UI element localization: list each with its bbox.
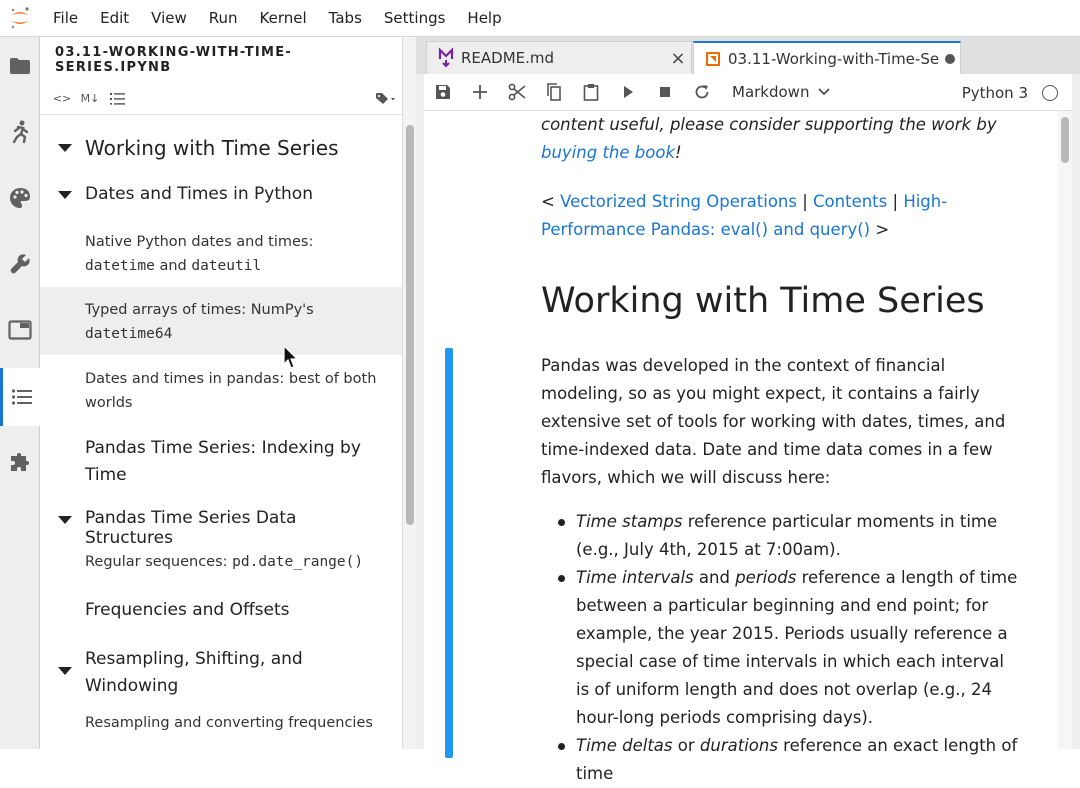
markdown-icon [439, 49, 453, 67]
save-icon [435, 84, 451, 100]
toc-item-label: Typed arrays of times: NumPy's [85, 302, 314, 318]
toc-item-code: datetime [85, 258, 155, 274]
run-button[interactable] [609, 74, 646, 111]
toc-item-label: Native Python dates and times: [85, 234, 314, 250]
main-area [416, 37, 1080, 783]
collapse-caret-icon[interactable] [58, 191, 72, 199]
interrupt-button[interactable] [646, 74, 683, 111]
intro-suffix: ! [675, 143, 682, 162]
folder-icon[interactable] [0, 37, 40, 95]
prev-notebook-link[interactable]: Vectorized String Operations [560, 192, 797, 211]
toc-item-label: Dates and Times in Python [85, 184, 313, 204]
scissors-icon [508, 83, 526, 101]
restart-button[interactable] [683, 74, 720, 111]
running-icon[interactable] [0, 103, 40, 161]
emphasis-text: periods [735, 568, 797, 587]
notebook-toolbar [424, 74, 1072, 111]
bullet-text: reference a length of time between a particular beginning and end point; for example, the year 2015. Periods usually reference a special case of time intervals in which each interval is of uniform length and does not overlap (e.g., 24 hour-long periods comprising days). [576, 568, 1018, 727]
chevron-down-icon [818, 88, 830, 96]
emphasis-text: Time intervals [576, 568, 694, 587]
tab-notebook[interactable] [693, 41, 961, 74]
toc-item-label: Resampling and converting frequencies [85, 715, 373, 731]
emphasis-text: Time deltas [576, 736, 673, 755]
toc-item-frequencies-offsets[interactable] [40, 591, 402, 637]
collapse-caret-icon[interactable] [58, 144, 72, 152]
contents-link[interactable]: Contents [813, 192, 888, 211]
collapse-caret-icon[interactable] [58, 516, 72, 524]
list-item [541, 732, 1021, 788]
notebook-panel [424, 111, 1072, 783]
play-icon [622, 85, 634, 99]
toc-item-label: and [154, 258, 192, 274]
toc-item-label: Pandas Time Series Data Structures [85, 508, 297, 548]
toc-scrollbar[interactable] [402, 37, 416, 749]
copy-icon [546, 83, 562, 101]
stop-icon [659, 86, 671, 98]
toc-item-dates-in-pandas[interactable] [40, 355, 402, 425]
toc-item-data-structures[interactable] [40, 499, 402, 548]
bullet-text: reference particular moments in time (e.g., July 4th, 2015 at 7:00am). [576, 512, 998, 559]
copy-button[interactable] [535, 74, 572, 111]
bullet-text: or [672, 736, 700, 755]
bullet-list [541, 508, 1021, 788]
toc-item-code: datetime64 [85, 326, 173, 342]
notebook-icon [706, 52, 720, 66]
toc-scroll-thumb[interactable] [406, 125, 414, 525]
toc-item-resampling-frequencies[interactable] [40, 711, 402, 751]
toc-item-code: dateutil [191, 258, 262, 274]
plus-icon [473, 85, 487, 99]
buying-the-book-link[interactable]: buying the book [541, 143, 675, 162]
toc-item-label: Frequencies and Offsets [85, 600, 290, 620]
toc-toolbar [40, 83, 402, 115]
menu-file[interactable]: File [53, 8, 79, 27]
clipboard-icon [583, 83, 599, 101]
emphasis-text: Time stamps [576, 512, 683, 531]
collapse-caret-icon[interactable] [58, 667, 72, 675]
active-cell-indicator[interactable] [445, 348, 453, 758]
tab-readme[interactable] [426, 41, 692, 74]
toc-item-working-with-time-series[interactable] [40, 123, 402, 171]
menu-help[interactable]: Help [467, 8, 502, 27]
mouse-cursor-icon [283, 345, 299, 371]
menu-tabs[interactable]: Tabs [328, 8, 362, 27]
tag-icon [375, 92, 397, 106]
wrench-icon[interactable] [0, 235, 40, 293]
nav-separator: | [887, 192, 904, 211]
toc-item-label: Regular sequences: [85, 554, 233, 570]
kernel-status-icon [1042, 85, 1058, 101]
notebook-scroll-thumb[interactable] [1061, 117, 1069, 163]
toc-item-native-python-dates[interactable] [40, 219, 402, 287]
tab-label: README.md [461, 49, 555, 67]
menu-run[interactable]: Run [208, 8, 238, 27]
extension-icon[interactable] [0, 434, 40, 492]
notebook-heading: Working with Time Series [541, 281, 985, 321]
menu-bar [0, 0, 1080, 37]
toc-list [40, 123, 402, 751]
bullet-text: and [693, 568, 736, 587]
toc-item-regular-sequences[interactable] [40, 545, 402, 591]
toc-item-typed-arrays[interactable] [40, 287, 402, 355]
toc-item-code: pd.date_range() [232, 554, 364, 570]
nav-next-arrow: > [870, 220, 890, 239]
bullet-text: reference an exact length of time [576, 736, 1018, 783]
palette-icon[interactable] [0, 169, 40, 227]
intro-text [541, 111, 1031, 167]
toc-icon[interactable] [0, 368, 41, 426]
toc-panel [40, 37, 402, 749]
toc-item-label: Pandas Time Series: Indexing by Time [85, 438, 361, 485]
refresh-icon [694, 84, 710, 100]
menu-edit[interactable]: Edit [100, 8, 130, 27]
intro-prefix: content useful, please consider supporting the work by [541, 115, 997, 134]
close-icon[interactable]: × [670, 47, 686, 69]
add-cell-button[interactable] [461, 74, 498, 111]
toc-item-label: Dates and times in pandas: best of both worlds [85, 371, 377, 411]
list-item [541, 564, 1021, 732]
intro-paragraph: Pandas was developed in the context of financial modeling, so as you might expect, it contains a fairly extensive set of tools for working with dates, times, and time-indexed data. Date and time data comes in a few flavors, which we will discuss here: [541, 356, 1006, 487]
notebook-nav [541, 188, 1031, 244]
cut-button[interactable] [498, 74, 535, 111]
toc-item-label: Resampling, Shifting, and Windowing [85, 649, 303, 696]
nav-prev-arrow: < [541, 192, 561, 211]
tabs-icon[interactable] [0, 301, 40, 359]
tab-bar [416, 37, 1080, 74]
menu-settings[interactable]: Settings [383, 8, 446, 27]
numbered-list-icon [110, 92, 126, 105]
toc-item-dates-and-times[interactable] [40, 171, 402, 219]
cell-type-select[interactable] [732, 83, 830, 101]
code-toggle-button[interactable]: <> [52, 92, 72, 105]
tab-label: 03.11-Working-with-Time-Se [728, 49, 940, 68]
toc-item-indexing-by-time[interactable] [40, 425, 402, 499]
notebook-scrollbar[interactable] [1058, 111, 1072, 749]
tag-filter-button[interactable] [372, 87, 400, 111]
markdown-toggle-button[interactable]: M↓ [80, 92, 100, 105]
menu-view[interactable]: View [151, 8, 187, 27]
next-notebook-link[interactable]: High-Performance Pandas: eval() and query() [541, 192, 948, 239]
kernel-name[interactable]: Python 3 [961, 84, 1028, 102]
toc-item-resampling[interactable] [40, 637, 402, 711]
toc-title: 03.11-WORKING-WITH-TIME-SERIES.IPYNB [55, 45, 293, 75]
paste-button[interactable] [572, 74, 609, 111]
menu-kernel[interactable]: Kernel [259, 8, 307, 27]
nav-separator: | [796, 192, 814, 211]
toc-item-label: Working with Time Series [85, 136, 339, 160]
numbering-toggle-button[interactable] [104, 87, 132, 111]
cell-type-value: Markdown [732, 83, 810, 101]
list-item [541, 508, 1021, 564]
activity-bar [0, 37, 40, 749]
unsaved-dot-icon[interactable] [939, 53, 960, 65]
emphasis-text: durations [699, 736, 778, 755]
jupyter-logo-icon [0, 0, 40, 37]
save-button[interactable] [424, 74, 461, 111]
